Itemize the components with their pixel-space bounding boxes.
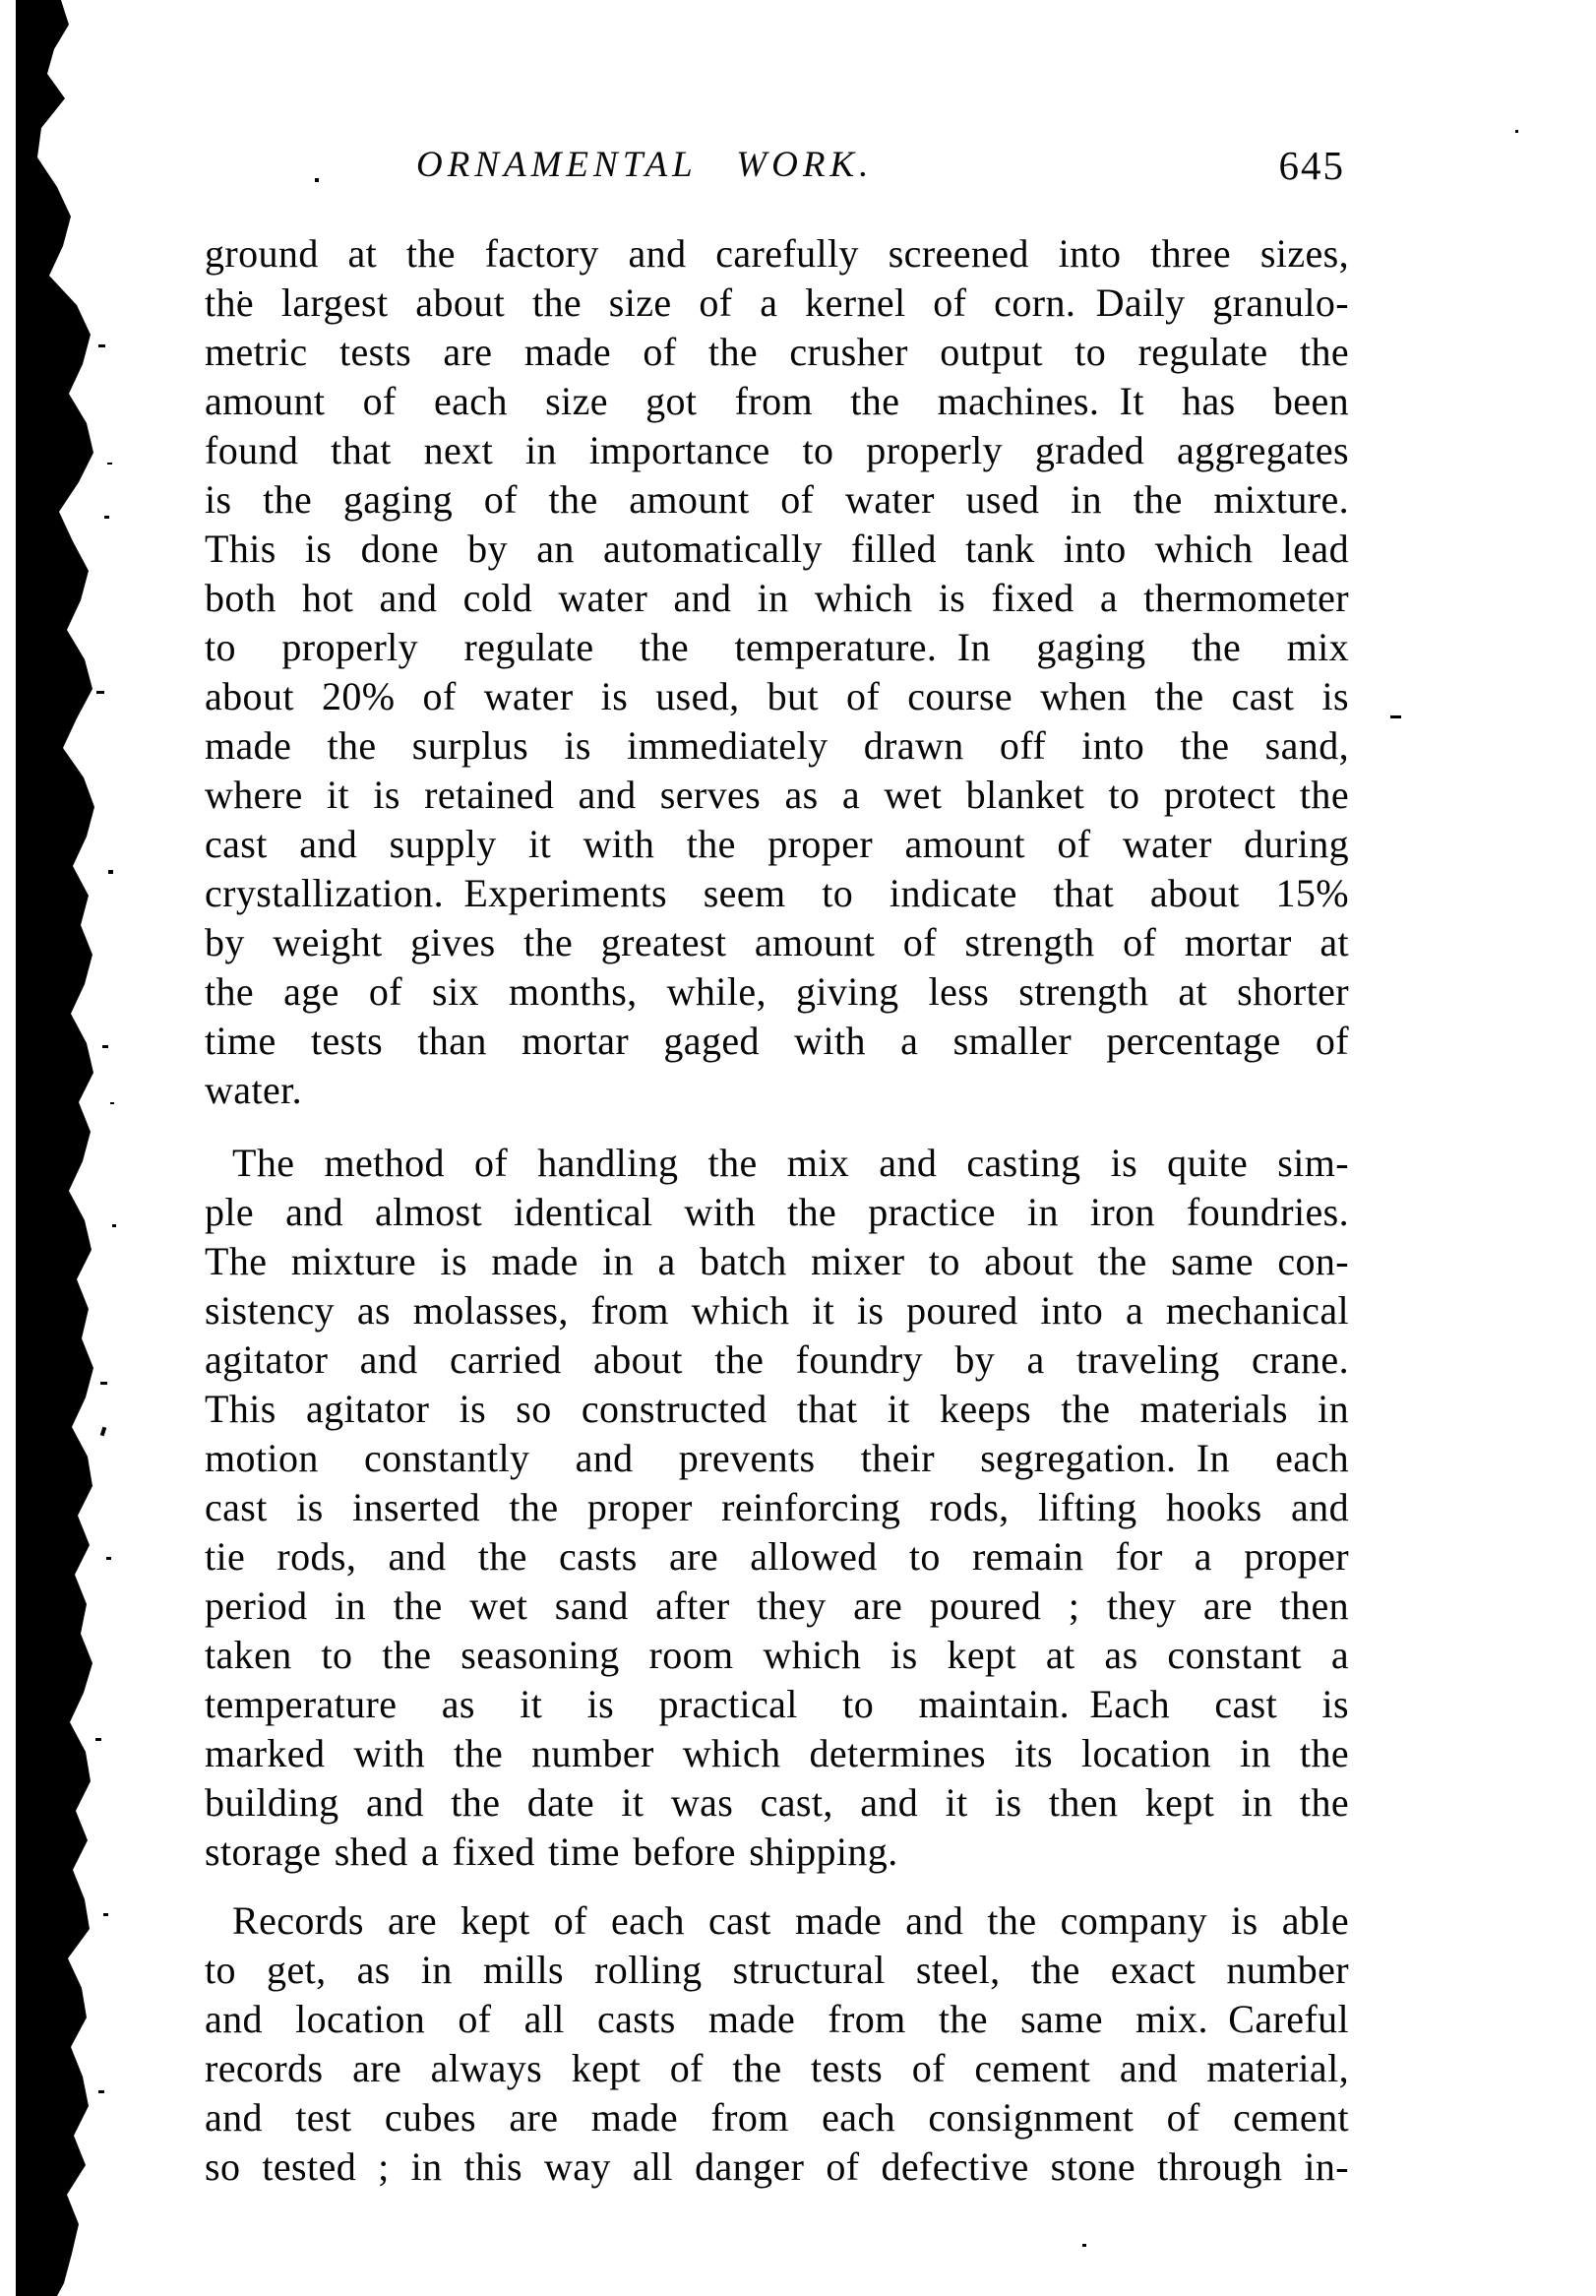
ink-speck	[1515, 130, 1518, 133]
text-line: building and the date it was cast, and it is then kept in the	[205, 1780, 1349, 1825]
text-line: and test cubes are made from each consignment of cement	[205, 2095, 1349, 2140]
text-line: and location of all casts made from the same mix. Careful	[205, 1997, 1349, 2041]
text-line: temperature as it is practical to maintain. Each cast is	[205, 1682, 1349, 1726]
text-line: made the surplus is immediately drawn off into the sand,	[205, 723, 1349, 768]
text-line: the largest about the size of a kernel of corn. Daily granulo-	[205, 280, 1349, 325]
text-line: metric tests are made of the crusher output to regulate the	[205, 330, 1349, 374]
page-body	[205, 229, 1349, 2192]
text-line: the age of six months, while, giving less strength at shorter	[205, 969, 1349, 1014]
text-line: Records are kept of each cast made and the company is able	[232, 1898, 1349, 1943]
text-line: The method of handling the mix and casting is quite sim-	[232, 1141, 1349, 1185]
text-line: both hot and cold water and in which is fixed a thermometer	[205, 576, 1349, 620]
text-line: agitator and carried about the foundry by a traveling crane.	[205, 1337, 1349, 1382]
text-line: marked with the number which determines its location in the	[205, 1731, 1349, 1775]
page-number: 645	[1278, 143, 1345, 188]
text-line: This is done by an automatically filled tank into which lead	[205, 527, 1349, 571]
ink-speck	[1082, 2244, 1086, 2247]
text-line: amount of each size got from the machines. It has been	[205, 379, 1349, 423]
text-line: period in the wet sand after they are poured ; they are then	[205, 1583, 1349, 1628]
paragraph	[205, 1896, 1349, 2192]
text-line: so tested ; in this way all danger of defective stone through in-	[205, 2144, 1349, 2189]
text-line: motion constantly and prevents their segregation. In each	[205, 1436, 1349, 1480]
text-line: records are always kept of the tests of cement and material,	[205, 2046, 1349, 2090]
text-line: water.	[205, 1068, 303, 1112]
page-header	[205, 144, 1349, 193]
text-line: by weight gives the greatest amount of strength of mortar at	[205, 920, 1349, 964]
text-line: This agitator is so constructed that it keeps the materials in	[205, 1387, 1349, 1431]
text-line: crystallization. Experiments seem to indicate that about 15%	[205, 871, 1349, 915]
paragraph	[205, 1139, 1349, 1877]
scan-gutter-artifact	[0, 0, 138, 2296]
text-line: The mixture is made in a batch mixer to about the same con-	[205, 1239, 1349, 1283]
text-line: tie rods, and the casts are allowed to remain for a proper	[205, 1534, 1349, 1579]
scan-fringe-specks	[95, 344, 116, 2093]
running-title: ORNAMENTAL WORK.	[416, 145, 874, 185]
text-line: sistency as molasses, from which it is poured into a mechanical	[205, 1288, 1349, 1333]
ink-speck	[1390, 715, 1401, 718]
text-line: where it is retained and serves as a wet blanket to protect the	[205, 773, 1349, 817]
text-line: about 20% of water is used, but of course when the cast is	[205, 674, 1349, 718]
text-line: time tests than mortar gaged with a smaller percentage of	[205, 1019, 1349, 1063]
text-line: is the gaging of the amount of water used in the mixture.	[205, 477, 1349, 522]
text-line: to get, as in mills rolling structural steel, the exact number	[205, 1948, 1349, 1992]
text-line: found that next in importance to properly graded aggregates	[205, 428, 1349, 472]
text-line: to properly regulate the temperature. In gaging the mix	[205, 625, 1349, 669]
text-line: ple and almost identical with the practice in iron foundries.	[205, 1190, 1349, 1234]
text-line: storage shed a fixed time before shipping.	[205, 1830, 898, 1874]
text-line: taken to the seasoning room which is kept at as constant a	[205, 1633, 1349, 1677]
text-line: ground at the factory and carefully screened into three sizes,	[205, 231, 1349, 276]
text-line: cast is inserted the proper reinforcing rods, lifting hooks and	[205, 1485, 1349, 1529]
text-line: cast and supply it with the proper amount of water during	[205, 822, 1349, 866]
paragraph	[205, 229, 1349, 1115]
